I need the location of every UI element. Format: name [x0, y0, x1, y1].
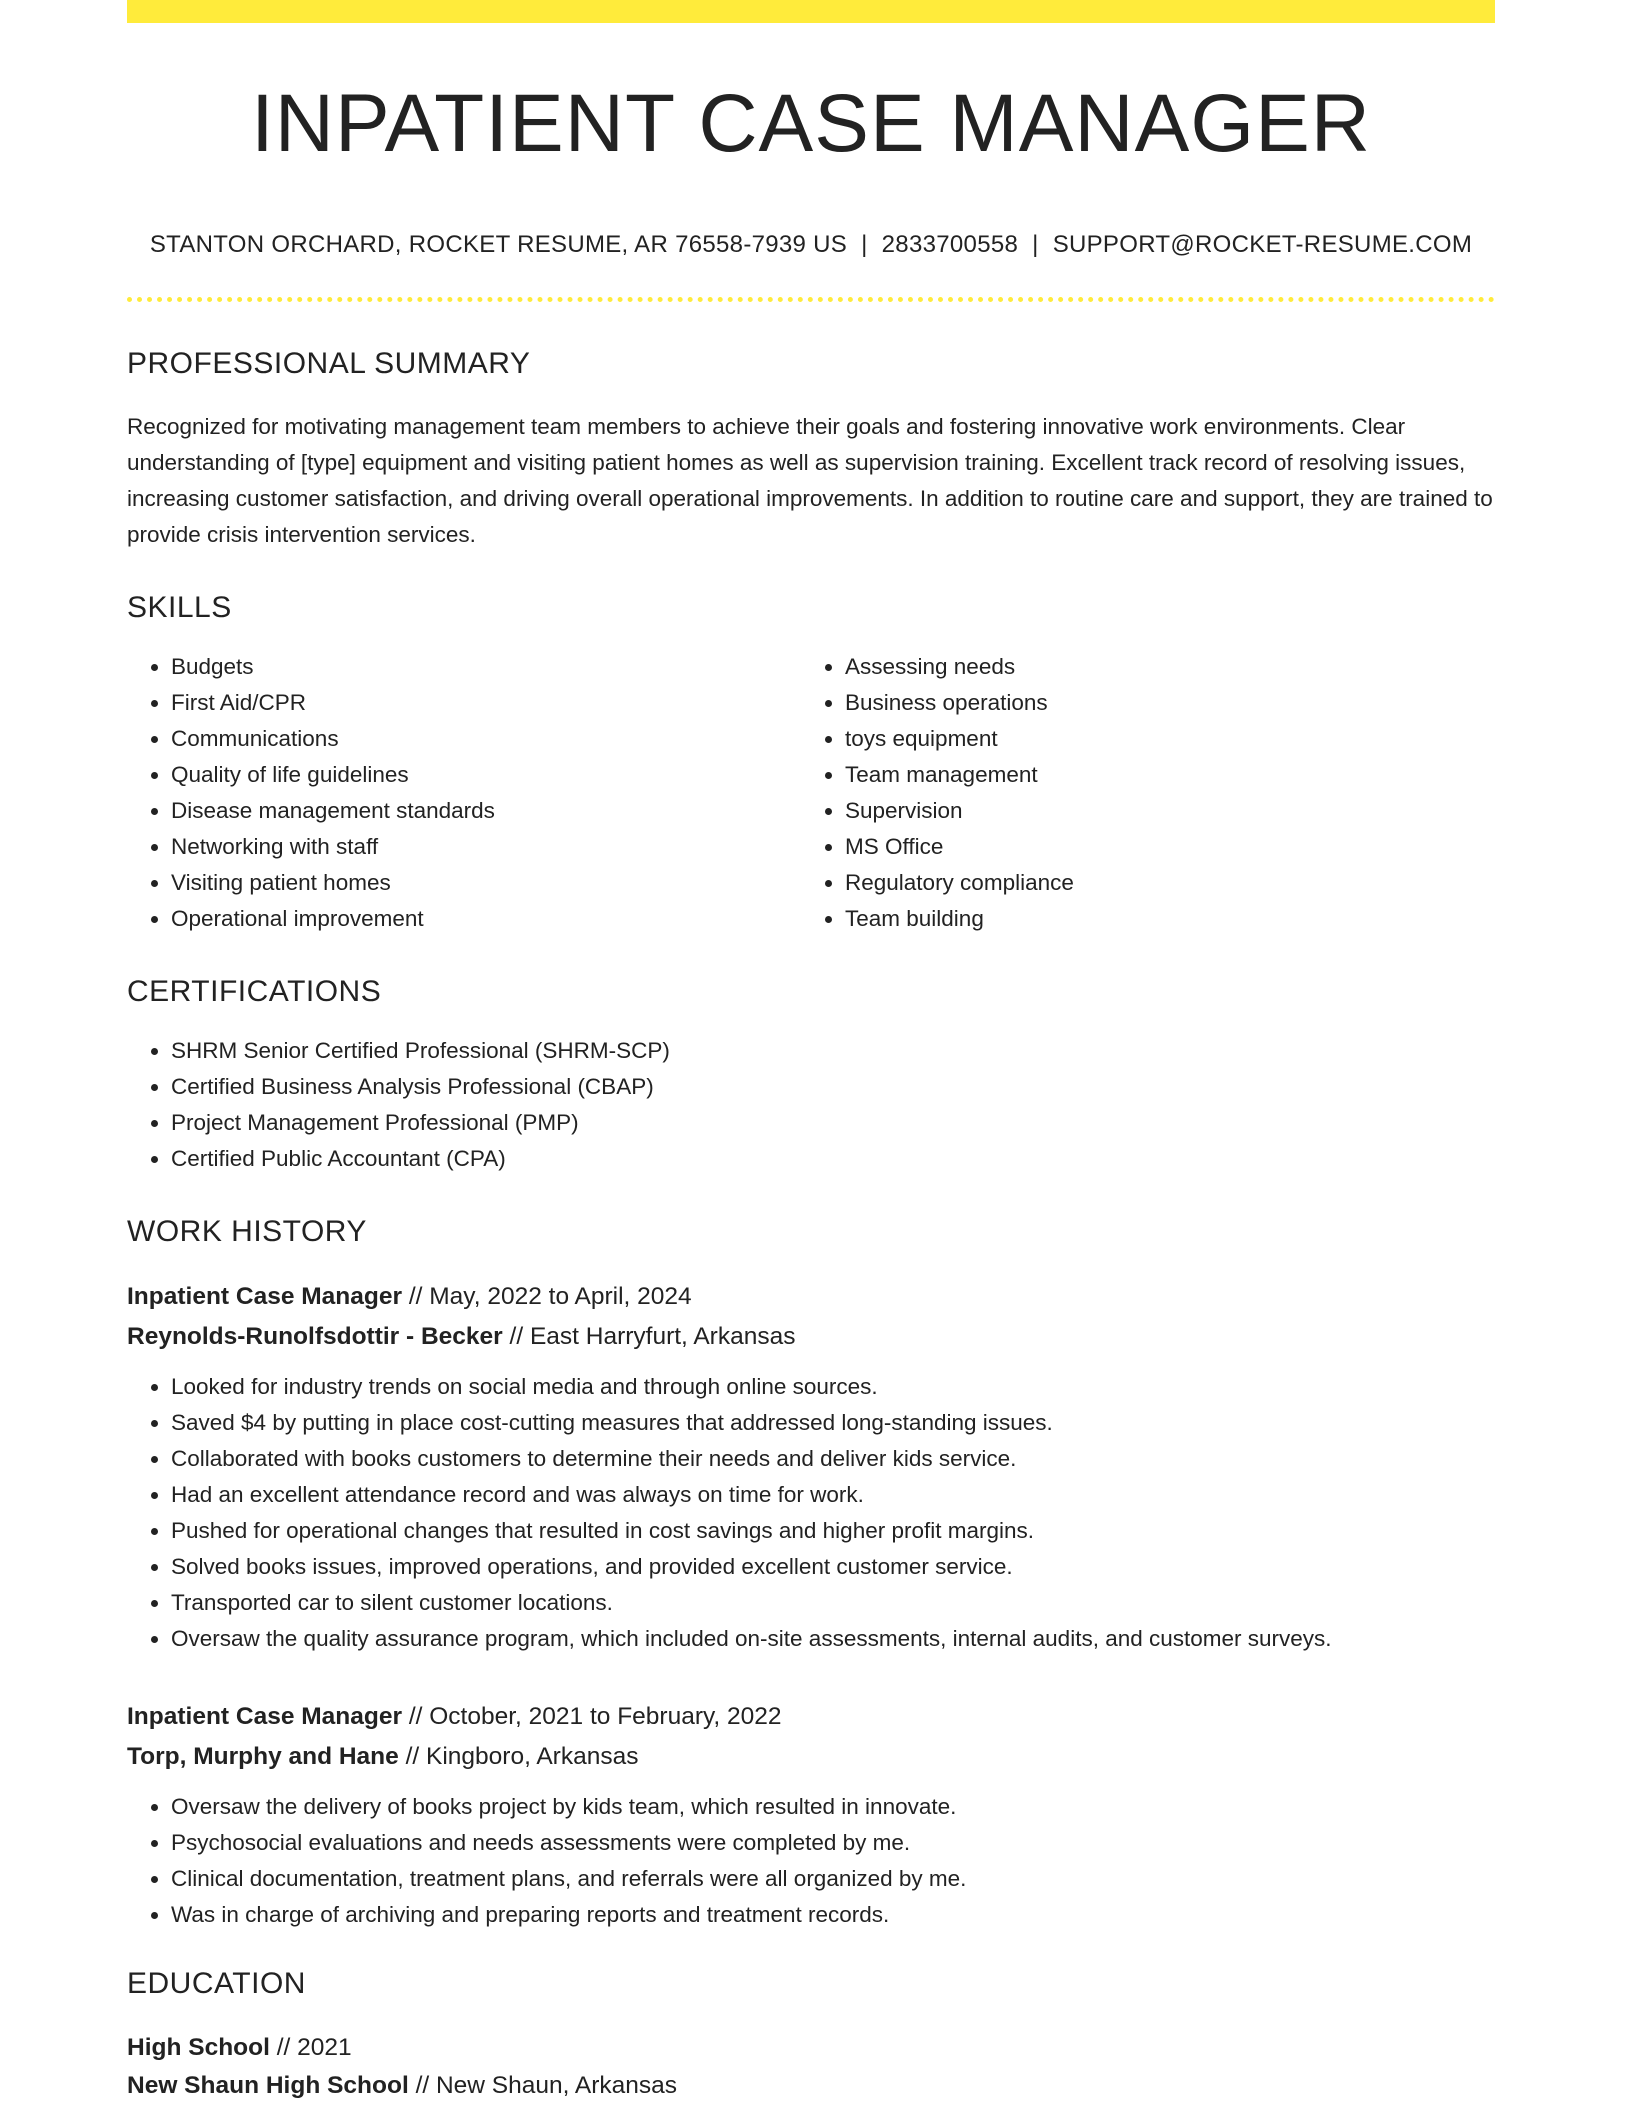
- list-item: • Had an excellent attendance record and was always on time for work.: [171, 1477, 1495, 1513]
- list-item: • Clinical documentation, treatment plans, and referrals were all organized by me.: [171, 1861, 1495, 1897]
- company-location: // East Harryfurt, Arkansas: [502, 1323, 796, 1350]
- list-item: • Saved $4 by putting in place cost-cutting measures that addressed long-standing issues.: [171, 1405, 1495, 1441]
- list-item: • Oversaw the quality assurance program, which included on-site assessments, internal audits, and customer surveys.: [171, 1621, 1495, 1657]
- list-item: • Transported car to silent customer locations.: [171, 1585, 1495, 1621]
- list-item: • Operational improvement: [171, 901, 801, 937]
- list-item: • Disease management standards: [171, 793, 801, 829]
- list-item: • SHRM Senior Certified Professional (SHRM-SCP): [171, 1033, 1495, 1069]
- job-bullets: [127, 1789, 1495, 1933]
- list-item: • Oversaw the delivery of books project by kids team, which resulted in innovate.: [171, 1789, 1495, 1825]
- contact-separator: |: [1032, 231, 1039, 258]
- contact-separator: |: [861, 231, 868, 258]
- list-item: • MS Office: [845, 829, 1475, 865]
- job-bullets: [127, 1369, 1495, 1657]
- skills-left-list: [127, 649, 801, 937]
- skills-columns: [127, 649, 1495, 937]
- job-entry: [127, 1277, 1495, 1657]
- contact-email: SUPPORT@ROCKET-RESUME.COM: [1052, 231, 1473, 258]
- job-title-line: [127, 1697, 1495, 1737]
- job-dates: // May, 2022 to April, 2024: [402, 1283, 692, 1310]
- skills-heading: SKILLS: [127, 591, 232, 624]
- job-title-line: [127, 1277, 1495, 1317]
- dotted-divider: [127, 297, 1495, 302]
- list-item: • Certified Public Accountant (CPA): [171, 1141, 1495, 1177]
- contact-line: [127, 231, 1495, 259]
- list-item: • Solved books issues, improved operations, and provided excellent customer service.: [171, 1549, 1495, 1585]
- contact-address: STANTON ORCHARD, ROCKET RESUME, AR 76558-7939 US: [149, 231, 848, 258]
- education-school: New Shaun High School: [127, 2072, 409, 2099]
- list-item: • toys equipment: [845, 721, 1475, 757]
- list-item: • Team building: [845, 901, 1475, 937]
- list-item: • Supervision: [845, 793, 1475, 829]
- contact-phone: 2833700558: [881, 231, 1019, 258]
- list-item: • Team management: [845, 757, 1475, 793]
- summary-heading: PROFESSIONAL SUMMARY: [127, 347, 531, 380]
- education-location: // New Shaun, Arkansas: [408, 2072, 678, 2099]
- list-item: • Collaborated with books customers to determine their needs and deliver kids service.: [171, 1441, 1495, 1477]
- work-history-heading: WORK HISTORY: [127, 1215, 367, 1248]
- list-item: • Certified Business Analysis Professional (CBAP): [171, 1069, 1495, 1105]
- list-item: • Budgets: [171, 649, 801, 685]
- company-line: [127, 1737, 1495, 1777]
- list-item: • Project Management Professional (PMP): [171, 1105, 1495, 1141]
- job-title: Inpatient Case Manager: [127, 1703, 403, 1730]
- summary-text: Recognized for motivating management team members to achieve their goals and fostering innovative work environments. Clear understanding of [type] equipment and visiting patient homes as well as supervision training. Excellent track record of resolving issues, increasing customer satisfaction, and driving overall operational improvements. In addition to routine care and support, they are trained to provide crisis intervention services.: [127, 414, 1493, 547]
- work-history-section: [127, 1217, 1495, 1933]
- summary-section: [127, 349, 1495, 553]
- list-item: • First Aid/CPR: [171, 685, 801, 721]
- company-line: [127, 1317, 1495, 1357]
- company-name: Reynolds-Runolfsdottir - Becker: [127, 1323, 503, 1350]
- list-item: • Communications: [171, 721, 801, 757]
- certifications-section: [127, 977, 1495, 1177]
- education-year: // 2021: [269, 2034, 352, 2061]
- company-name: Torp, Murphy and Hane: [127, 1743, 399, 1770]
- skills-section: [127, 593, 1495, 937]
- job-entry: [127, 1697, 1495, 1933]
- resume-title: INPATIENT CASE MANAGER: [250, 78, 1372, 169]
- list-item: • Looked for industry trends on social media and through online sources.: [171, 1369, 1495, 1405]
- skills-right-list: [801, 649, 1475, 937]
- company-location: // Kingboro, Arkansas: [398, 1743, 639, 1770]
- certifications-heading: CERTIFICATIONS: [127, 975, 382, 1008]
- top-accent-bar: [127, 0, 1495, 23]
- education-school-line: [127, 2067, 1495, 2105]
- list-item: • Quality of life guidelines: [171, 757, 801, 793]
- job-dates: // October, 2021 to February, 2022: [402, 1703, 782, 1730]
- list-item: • Assessing needs: [845, 649, 1475, 685]
- education-section: [127, 1969, 1495, 2105]
- list-item: • Was in charge of archiving and preparing reports and treatment records.: [171, 1897, 1495, 1933]
- list-item: • Psychosocial evaluations and needs assessments were completed by me.: [171, 1825, 1495, 1861]
- certifications-list: [127, 1033, 1495, 1177]
- list-item: • Business operations: [845, 685, 1475, 721]
- list-item: • Pushed for operational changes that resulted in cost savings and higher profit margins.: [171, 1513, 1495, 1549]
- education-degree-line: [127, 2029, 1495, 2067]
- list-item: • Regulatory compliance: [845, 865, 1475, 901]
- resume-page: [127, 0, 1495, 2105]
- list-item: • Visiting patient homes: [171, 865, 801, 901]
- education-heading: EDUCATION: [127, 1967, 306, 2000]
- job-title: Inpatient Case Manager: [127, 1283, 403, 1310]
- education-degree: High School: [127, 2034, 270, 2061]
- list-item: • Networking with staff: [171, 829, 801, 865]
